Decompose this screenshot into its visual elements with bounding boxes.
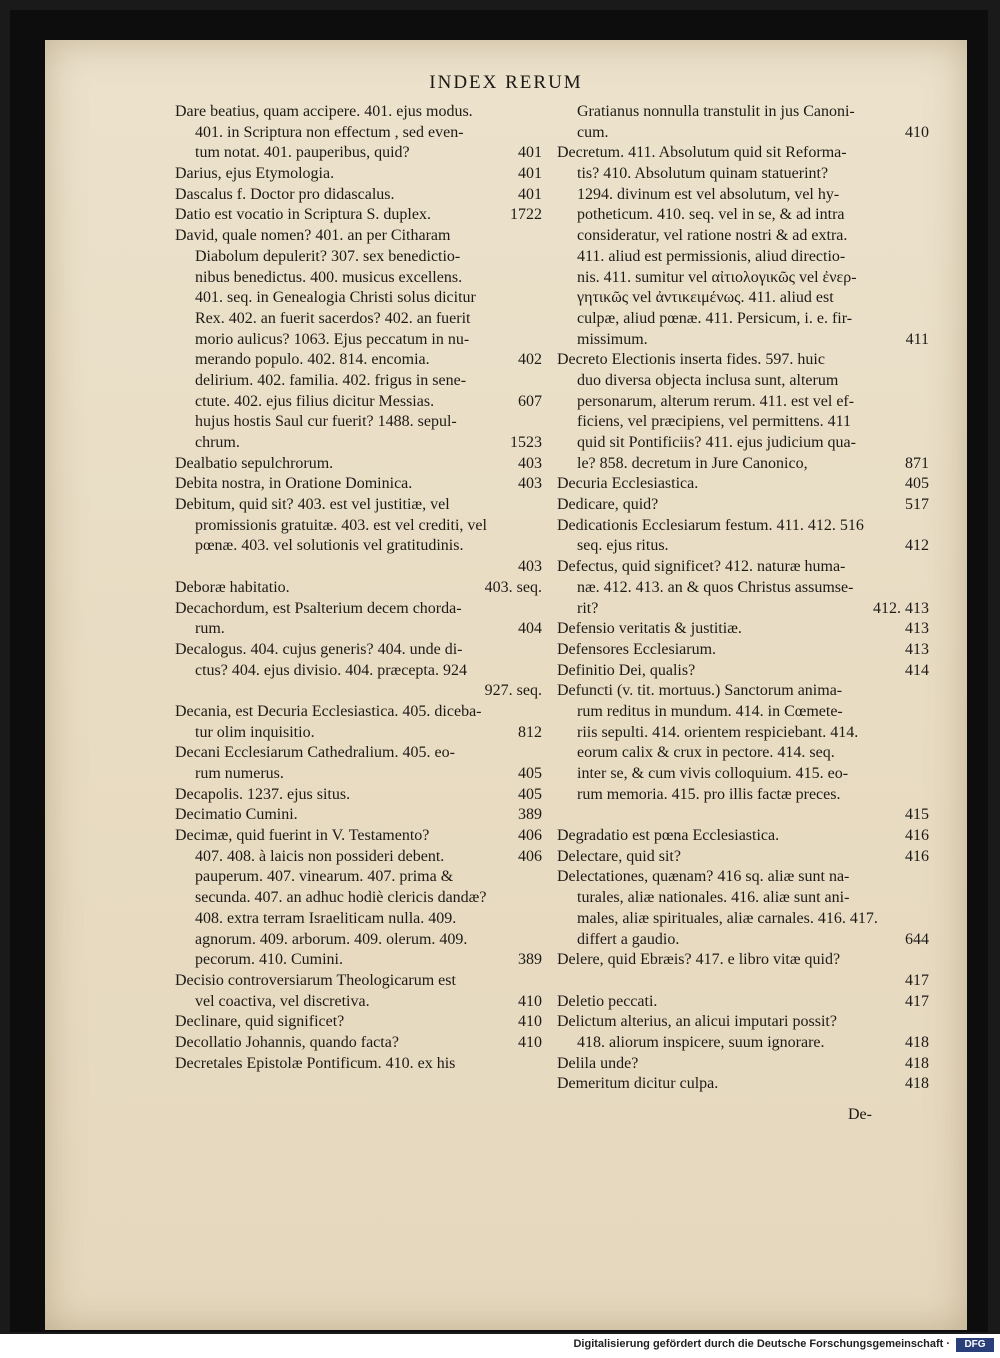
index-entry-line (557, 578, 929, 599)
entry-text: potheticum. 410. seq. vel in se, & ad intra (577, 206, 845, 224)
entry-text: Decania, est Decuria Ecclesiastica. 405. diceba- (175, 702, 482, 720)
index-entry-line (557, 888, 929, 909)
page-reference: 406 (518, 847, 542, 865)
entry-text: Demeritum dicitur culpa. (557, 1075, 719, 1093)
index-entry-line (557, 909, 929, 930)
page-reference: 401 (518, 185, 542, 203)
entry-text: tur olim inquisitio. (195, 723, 315, 741)
entry-text: pœnæ. 403. vel solutionis vel gratitudinis. (195, 537, 464, 555)
index-entry-line (175, 433, 542, 454)
entry-text: 401. seq. in Genealogia Christi solus dicitur (195, 289, 476, 307)
entry-text: Gratianus nonnulla transtulit in jus Canoni- (577, 103, 855, 120)
entry-text: Degradatio est pœna Ecclesiastica. (557, 827, 780, 845)
index-entry-line (557, 454, 929, 475)
scan-background (10, 10, 988, 1332)
page-reference: 404 (518, 620, 542, 638)
entry-text: Decretales Epistolæ Pontificum. 410. ex his (175, 1054, 456, 1072)
index-entry-line (557, 930, 929, 951)
entry-text: Decisio controversiarum Theologicarum est (175, 971, 456, 989)
index-entry-line (557, 826, 929, 847)
page-reference: 402 (518, 351, 542, 369)
index-entry-line (557, 433, 929, 454)
entry-text: promissionis gratuitæ. 403. est vel crediti, vel (195, 516, 487, 534)
entry-text: tis? 410. Absolutum quinam statuerint? (577, 165, 829, 183)
page-reference: 413 (905, 640, 929, 658)
page-reference: 410 (518, 992, 542, 1010)
entry-text: rum reditus in mundum. 414. in Cœmete- (577, 702, 843, 720)
entry-text: Decani Ecclesiarum Cathedralium. 405. eo- (175, 744, 455, 762)
index-entry-line (175, 557, 542, 578)
entry-text: Deboræ habitatio. (175, 578, 290, 596)
index-entry-line (175, 350, 542, 371)
entry-text: quid sit Pontificiis? 411. ejus judicium qua- (577, 434, 856, 451)
index-entry-line (175, 826, 542, 847)
entry-text: vel coactiva, vel discretiva. (195, 992, 370, 1010)
entry-text: missimum. (577, 330, 648, 348)
entry-text: nibus benedictus. 400. musicus excellens. (195, 268, 463, 286)
index-entry-line (175, 247, 542, 268)
entry-text: morio aulicus? 1063. Ejus peccatum in nu- (195, 330, 470, 348)
index-entry-line (557, 785, 929, 806)
entry-text: Rex. 402. an fuerit sacerdos? 402. an fuerit (195, 309, 471, 327)
page-reference: 871 (905, 454, 929, 472)
page-reference: 414 (905, 661, 929, 679)
entry-text: Defectus, quid significet? 412. naturæ huma- (557, 558, 846, 576)
entry-text: 1294. divinum est vel absolutum, vel hy- (577, 185, 840, 203)
entry-text: Decalogus. 404. cujus generis? 404. unde di- (175, 640, 463, 658)
index-entry-line (175, 888, 542, 909)
index-entry-line (175, 992, 542, 1013)
index-entry-line (557, 268, 929, 289)
entry-text: Darius, ejus Etymologia. (175, 165, 335, 183)
index-entry-line (175, 164, 542, 185)
page-reference: 389 (518, 951, 542, 969)
entry-text: Delere, quid Ebræis? 417. e libro vitæ quid? (557, 951, 841, 969)
index-entry-line (557, 1074, 929, 1095)
index-entry-line (557, 702, 929, 723)
page-reference: 417 (905, 971, 929, 989)
entry-text: 401. in Scriptura non effectum , sed even- (195, 123, 464, 141)
entry-text: delirium. 402. familia. 402. frigus in sene- (195, 371, 467, 389)
index-entry-line (175, 371, 542, 392)
index-entry-line (557, 536, 929, 557)
page-reference: 403 (518, 475, 542, 493)
entry-text: Delictum alterius, an alicui imputari possit? (557, 1013, 837, 1031)
index-entry-line (557, 412, 929, 433)
index-entry-line (175, 185, 542, 206)
catchword: De- (848, 1106, 872, 1123)
entry-text: 411. aliud est permissionis, aliud directio- (577, 247, 846, 265)
entry-text: Diabolum depulerit? 307. sex benedictio- (195, 247, 461, 265)
index-entry-line (557, 309, 929, 330)
entry-text: 407. 408. à laicis non possideri debent. (195, 847, 445, 865)
page-reference: 401 (518, 144, 542, 162)
entry-text: næ. 412. 413. an & quos Christus assumse- (577, 578, 854, 596)
entry-text: Decimatio Cumini. (175, 806, 298, 824)
index-entry-line (175, 743, 542, 764)
entry-text: Decreto Electionis inserta fides. 597. huic (557, 351, 825, 369)
index-entry-line (175, 102, 542, 123)
entry-text: Dedicationis Ecclesiarum festum. 411. 412. 516 (557, 516, 864, 534)
entry-text: Defuncti (v. tit. mortuus.) Sanctorum anima- (557, 682, 843, 700)
index-entry-line (557, 599, 929, 620)
entry-text: agnorum. 409. arborum. 409. olerum. 409. (195, 930, 468, 948)
page-reference: 405 (518, 785, 542, 803)
entry-text: ctus? 404. ejus divisio. 404. præcepta. 924 (195, 661, 467, 679)
index-entry-line (175, 143, 542, 164)
index-entry-line (175, 764, 542, 785)
index-entry-line (557, 743, 929, 764)
page-reference: 416 (905, 847, 929, 865)
entry-text: 408. extra terram Israeliticam nulla. 409. (195, 909, 457, 927)
index-entry-line (557, 123, 929, 144)
running-header: INDEX RERUM (429, 72, 583, 93)
entry-text: riis sepulti. 414. orientem respiciebant. 414. (577, 723, 859, 741)
entry-text: differt a gaudio. (577, 930, 680, 948)
entry-text: eorum calix & crux in pectore. 414. seq. (577, 744, 835, 762)
page-reference: 644 (905, 930, 929, 948)
page-reference: 412 (905, 537, 929, 555)
index-entry-line (175, 702, 542, 723)
page-reference: 418 (905, 1054, 929, 1072)
entry-text: Decachordum, est Psalterium decem chorda- (175, 599, 462, 617)
index-entry-line (557, 764, 929, 785)
page-reference: 403. seq. (484, 578, 542, 596)
index-entry-line (557, 619, 929, 640)
index-entry-line (175, 599, 542, 620)
entry-text: ficiens, vel præcipiens, vel permittens. 411 (577, 413, 852, 431)
entry-text: Dascalus f. Doctor pro didascalus. (175, 185, 395, 203)
index-entry-line (175, 412, 542, 433)
index-entry-line (175, 971, 542, 992)
index-entry-line (557, 1033, 929, 1054)
index-entry-line (175, 516, 542, 537)
index-entry-line (175, 723, 542, 744)
index-entry-line (175, 495, 542, 516)
index-entry-line (557, 1054, 929, 1075)
index-entry-line (175, 330, 542, 351)
index-entry-line (175, 309, 542, 330)
page-reference: 401 (518, 165, 542, 183)
entry-text: ctute. 402. ejus filius dicitur Messias. (195, 392, 435, 410)
entry-text: nis. 411. sumitur vel αἰτιολογικῶς vel ἐνερ- (577, 268, 857, 286)
index-entry-line (557, 992, 929, 1013)
entry-text: Dealbatio sepulchrorum. (175, 454, 334, 472)
page-reference: 416 (905, 827, 929, 845)
page-reference: 410 (518, 1013, 542, 1031)
index-entry-line (557, 661, 929, 682)
entry-text: Deletio peccati. (557, 992, 658, 1010)
entry-text: personarum, alterum rerum. 411. est vel ef- (577, 392, 855, 410)
index-entry-line (175, 661, 542, 682)
index-entry-line (175, 681, 542, 702)
index-entry-line (557, 371, 929, 392)
index-entry-line (175, 867, 542, 888)
index-entry-line (557, 805, 929, 826)
index-entry-line (557, 950, 929, 971)
page-reference: 927. seq. (484, 682, 542, 700)
index-entry-line (557, 681, 929, 702)
entry-text: pauperum. 407. vinearum. 407. prima & (195, 868, 454, 886)
page-reference: 418 (905, 1075, 929, 1093)
index-entry-line (175, 474, 542, 495)
page-reference: 1523 (510, 434, 542, 451)
entry-text: Defensores Ecclesiarum. (557, 640, 717, 658)
dfg-logo-icon: DFG (956, 1338, 994, 1352)
index-entry-line (175, 619, 542, 640)
index-entry-line (557, 474, 929, 495)
index-entry-line (175, 640, 542, 661)
entry-text: Declinare, quid significet? (175, 1013, 345, 1031)
entry-text: Delectationes, quænam? 416 sq. aliæ sunt na- (557, 868, 850, 886)
entry-text: γητικῶς vel ἀντικειμένως. 411. aliud est (577, 289, 834, 307)
index-entry-line (557, 102, 929, 123)
page-reference: 406 (518, 827, 542, 845)
page-reference: 410 (518, 1033, 542, 1051)
entry-text: chrum. (195, 434, 240, 451)
entry-text: Decapolis. 1237. ejus situs. (175, 785, 351, 803)
page-reference: 403 (518, 454, 542, 472)
index-entry-line (557, 557, 929, 578)
page-reference: 403 (518, 558, 542, 576)
entry-text: cum. (577, 123, 609, 141)
page-reference: 517 (905, 496, 929, 514)
entry-text: rum memoria. 415. pro illis factæ preces. (577, 785, 841, 803)
page-reference: 415 (905, 806, 929, 824)
index-entry-line (557, 847, 929, 868)
entry-text: Decimæ, quid fuerint in V. Testamento? (175, 827, 430, 845)
entry-text: secunda. 407. an adhuc hodiè clericis dandæ? (195, 889, 487, 907)
page-reference: 411 (905, 330, 929, 348)
index-entry-line (557, 164, 929, 185)
entry-text: Defensio veritatis & justitiæ. (557, 620, 742, 638)
page-reference: 812 (518, 723, 542, 741)
entry-text: Debita nostra, in Oratione Dominica. (175, 475, 413, 493)
index-entry-line (175, 205, 542, 226)
index-entry-line (175, 226, 542, 247)
funding-credit: Digitalisierung gefördert durch die Deutsche Forschungsgemeinschaft · (573, 1338, 950, 1350)
index-entry-line (175, 930, 542, 951)
entry-text: Dedicare, quid? (557, 496, 659, 514)
entry-text: pecorum. 410. Cumini. (195, 951, 343, 969)
entry-text: seq. ejus ritus. (577, 537, 669, 555)
index-entry-line (557, 516, 929, 537)
index-entry-line (557, 205, 929, 226)
page-reference: 417 (905, 992, 929, 1010)
entry-text: Delila unde? (557, 1054, 639, 1072)
index-entry-line (557, 143, 929, 164)
index-entry-line (175, 392, 542, 413)
entry-text: merando populo. 402. 814. encomia. (195, 351, 430, 369)
page-reference: 607 (518, 392, 542, 410)
index-entry-line (557, 640, 929, 661)
entry-text: Decollatio Johannis, quando facta? (175, 1033, 399, 1051)
index-entry-line (557, 723, 929, 744)
index-entry-line (557, 247, 929, 268)
entry-text: turales, aliæ nationales. 416. aliæ sunt ani- (577, 889, 850, 907)
index-entry-line (175, 578, 542, 599)
entry-text: rum. (195, 620, 225, 638)
page-reference: 418 (905, 1033, 929, 1051)
index-entry-line (175, 288, 542, 309)
entry-text: consideratur, vel ratione nostri & ad extra. (577, 227, 848, 245)
index-entry-line (175, 785, 542, 806)
index-entry-line (175, 909, 542, 930)
entry-text: Decuria Ecclesiastica. (557, 475, 699, 493)
index-entry-line (175, 1054, 542, 1075)
entry-text: culpæ, aliud pœnæ. 411. Persicum, i. e. fir- (577, 309, 853, 327)
book-page (45, 40, 967, 1330)
entry-text: Debitum, quid sit? 403. est vel justitiæ, vel (175, 496, 450, 514)
page-reference: 412. 413 (873, 599, 929, 617)
index-entry-line (557, 867, 929, 888)
index-entry-line (557, 330, 929, 351)
index-entry-line (557, 1012, 929, 1033)
index-entry-line (175, 268, 542, 289)
index-entry-line (557, 495, 929, 516)
index-entry-line (175, 536, 542, 557)
page-reference: 405 (518, 765, 542, 782)
entry-text: 418. aliorum inspicere, suum ignorare. (577, 1033, 825, 1051)
index-entry-line (175, 454, 542, 475)
page-reference: 405 (905, 475, 929, 493)
page-reference: 410 (905, 123, 929, 141)
index-column-right (557, 102, 929, 1095)
entry-text: rum numerus. (195, 765, 284, 782)
entry-text: inter se, & cum vivis colloquium. 415. eo- (577, 765, 849, 782)
entry-text: David, quale nomen? 401. an per Citharam (175, 227, 451, 245)
index-entry-line (557, 350, 929, 371)
page-reference: 413 (905, 620, 929, 638)
entry-text: Decretum. 411. Absolutum quid sit Reforma- (557, 144, 847, 162)
entry-text: Definitio Dei, qualis? (557, 661, 696, 679)
index-entry-line (175, 1012, 542, 1033)
footer-bar (0, 1334, 1000, 1358)
entry-text: males, aliæ spirituales, aliæ carnales. 416. 417. (577, 909, 878, 927)
entry-text: Delectare, quid sit? (557, 847, 681, 865)
page-reference: 1722 (510, 206, 542, 224)
entry-text: tum notat. 401. pauperibus, quid? (195, 144, 410, 162)
index-entry-line (175, 1033, 542, 1054)
entry-text: hujus hostis Saul cur fuerit? 1488. sepul- (195, 413, 457, 431)
index-entry-line (175, 847, 542, 868)
index-entry-line (175, 950, 542, 971)
entry-text: rit? (577, 599, 599, 617)
index-entry-line (557, 971, 929, 992)
index-entry-line (557, 392, 929, 413)
index-entry-line (175, 123, 542, 144)
entry-text: le? 858. decretum in Jure Canonico, (577, 454, 808, 472)
index-entry-line (557, 185, 929, 206)
page-reference: 389 (518, 806, 542, 824)
index-entry-line (557, 288, 929, 309)
entry-text: Dare beatius, quam accipere. 401. ejus modus. (175, 103, 473, 120)
entry-text: Datio est vocatio in Scriptura S. duplex. (175, 206, 431, 224)
index-entry-line (557, 226, 929, 247)
index-column-left (175, 102, 542, 1074)
entry-text: duo diversa objecta inclusa sunt, alterum (577, 371, 839, 389)
index-entry-line (175, 805, 542, 826)
